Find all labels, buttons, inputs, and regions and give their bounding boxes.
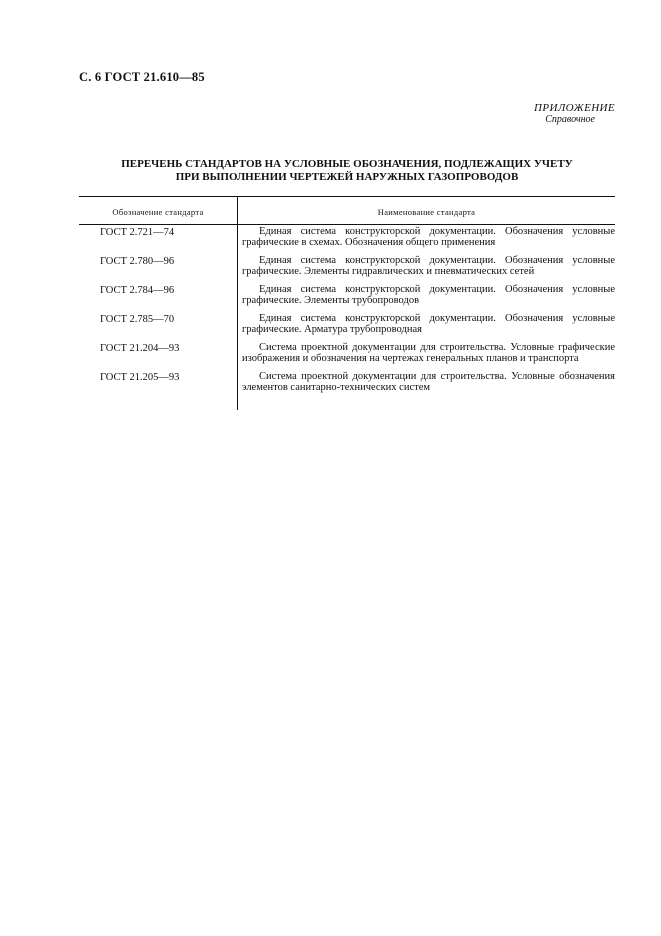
standard-name: Единая система конструкторской документации. Обозначения условные графические. Элементы трубопроводов <box>242 284 615 306</box>
appendix-label <box>534 102 615 126</box>
standard-code: ГОСТ 2.785—70 <box>100 314 175 325</box>
standard-name: Система проектной документации для строительства. Условные графические изображения и обозначения на чертежах генеральных планов и транспорта <box>242 342 615 364</box>
standard-code: ГОСТ 21.204—93 <box>100 343 180 354</box>
standard-name: Единая система конструкторской документации. Обозначения условные графические. Арматура трубопроводная <box>242 313 615 335</box>
table-row <box>79 314 615 340</box>
document-title-line-2: ПРИ ВЫПОЛНЕНИИ ЧЕРТЕЖЕЙ НАРУЖНЫХ ГАЗОПРОВОДОВ <box>175 171 519 183</box>
document-title-line-1: ПЕРЕЧЕНЬ СТАНДАРТОВ НА УСЛОВНЫЕ ОБОЗНАЧЕНИЯ, ПОДЛЕЖАЩИХ УЧЕТУ <box>121 158 573 170</box>
standard-code: ГОСТ 21.205—93 <box>100 372 180 383</box>
table-row <box>79 372 615 398</box>
table-row <box>79 343 615 369</box>
table-header <box>79 196 615 225</box>
appendix-title: ПРИЛОЖЕНИЕ <box>534 102 615 114</box>
page-header: С. 6 ГОСТ 21.610—85 <box>79 70 205 84</box>
standards-table <box>79 196 615 401</box>
standard-code: ГОСТ 2.721—74 <box>100 227 175 238</box>
column-header-name: Наименование стандарта <box>377 207 476 217</box>
standard-name: Единая система конструкторской документации. Обозначения условные графические. Элементы гидравлических и пневматических сетей <box>242 255 615 277</box>
table-row <box>79 256 615 282</box>
table-body <box>79 225 615 398</box>
appendix-subtitle: Справочное <box>545 114 595 125</box>
standard-name: Единая система конструкторской документации. Обозначения условные графические в схемах. Обозначения общего применения <box>242 226 615 248</box>
table-row <box>79 227 615 253</box>
standard-code: ГОСТ 2.784—96 <box>100 285 175 296</box>
standard-code: ГОСТ 2.780—96 <box>100 256 175 267</box>
document-title <box>79 158 615 184</box>
standard-name: Система проектной документации для строительства. Условные обозначения элементов санитарно-технических систем <box>242 371 615 393</box>
table-row <box>79 285 615 311</box>
column-header-code: Обозначение стандарта <box>112 207 204 217</box>
